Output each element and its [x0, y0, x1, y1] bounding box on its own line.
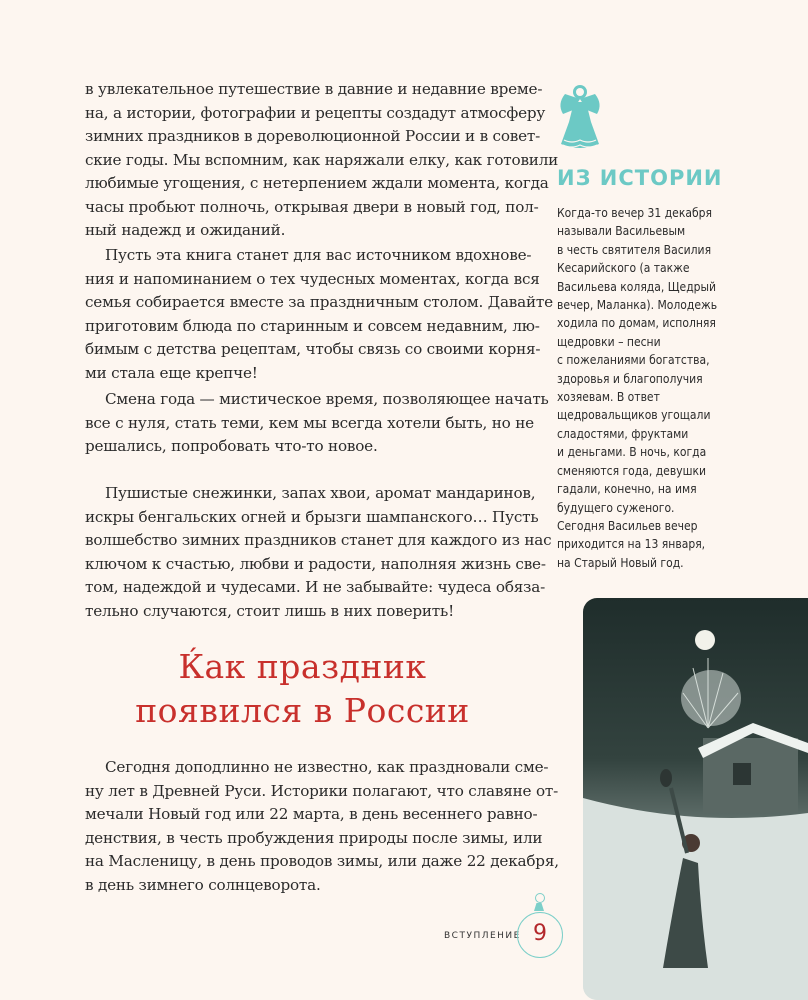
sidebar-line: Сегодня Васильев вечер: [557, 518, 698, 533]
text-line: ну лет в Древней Руси. Историки полагают, что славяне от-: [85, 781, 559, 800]
ornament-cap: [534, 903, 544, 911]
sidebar-line: щедровальщиков угощали: [557, 408, 711, 423]
sidebar-line: называли Васильевым: [557, 224, 686, 239]
sidebar-line: здоровья и благополучия: [557, 371, 703, 386]
sidebar-line: будущего суженого.: [557, 500, 675, 515]
text-line: семья собирается вместе за праздничным столом. Давайте: [85, 293, 553, 311]
text-line: часы пробьют полночь, открывая двери в новый год, пол-: [85, 197, 539, 216]
text-line: бимым с детства рецептам, чтобы связь со своими корня-: [85, 340, 541, 358]
page-number-ornament: [517, 912, 563, 958]
text-line: ключом к счастью, любви и радости, наполняя жизнь све-: [85, 554, 546, 573]
sidebar-heading: ИЗ ИСТОРИИ: [557, 166, 723, 190]
section-title: [85, 645, 520, 733]
text-line: ми стала еще крепче!: [85, 363, 258, 382]
paragraph-2: [85, 244, 553, 385]
section-label: ВСТУПЛЕНИЕ: [444, 931, 521, 941]
sidebar-line: с пожеланиями богатства,: [557, 353, 710, 368]
text-line: Смена года — мистическое время, позволяющее начать: [105, 390, 549, 408]
text-line: в день зимнего солнцеворота.: [85, 875, 321, 894]
text-line: Пушистые снежинки, запах хвои, аромат мандаринов,: [105, 484, 536, 502]
paragraph-5: [85, 756, 559, 897]
sidebar-line: вечер, Маланка). Молодежь: [557, 298, 718, 313]
text-line: в увлекательное путешествие в давние и недавние време-: [85, 80, 543, 98]
text-line: любимые угощения, с нетерпением ждали момента, когда: [85, 174, 549, 192]
sidebar-line: на Старый Новый год.: [557, 555, 684, 570]
text-line: на Масленицу, в день проводов зимы, или даже 22 декабря,: [85, 852, 559, 870]
text-line: искры бенгальских огней и брызги шампанского… Пусть: [85, 507, 539, 526]
text-line: Пусть эта книга станет для вас источником вдохнове-: [105, 246, 532, 264]
vintage-winter-illustration: [583, 598, 808, 1000]
sidebar-line: ходила по домам, исполняя: [557, 316, 716, 331]
text-line: мечали Новый год или 22 марта, в день весеннего равно-: [85, 805, 538, 823]
text-line: том, надеждой и чудесами. И не забывайте: чудеса обяза-: [85, 578, 546, 596]
section-title-line: Ќак праздник: [178, 647, 427, 686]
sidebar-line: Кесарийского (а также: [557, 261, 690, 276]
paragraph-4: [85, 482, 552, 623]
sidebar-line: щедровки – песни: [557, 334, 661, 349]
sidebar-line: гадали, конечно, на имя: [557, 482, 697, 497]
text-line: тельно случаются, стоит лишь в них поверить!: [85, 601, 454, 620]
paragraph-3: [85, 388, 549, 459]
sidebar-line: сменяются года, девушки: [557, 463, 706, 478]
text-line: денствия, в честь пробуждения природы после зимы, или: [85, 828, 543, 847]
sidebar-line: хозяевам. В ответ: [557, 390, 660, 405]
sidebar-line: Васильева коляда, Щедрый: [557, 279, 717, 294]
moon: [695, 630, 715, 650]
text-line: волшебство зимних праздников станет для каждого из нас: [85, 531, 552, 549]
text-line: все с нуля, стать теми, кем мы всегда хотели быть, но не: [85, 413, 534, 432]
text-line: зимних праздников в дореволюционной России и в совет-: [85, 127, 541, 145]
sidebar-line: в честь святителя Василия: [557, 242, 712, 257]
text-line: ские годы. Мы вспомним, как наряжали елку, как готовили: [85, 150, 559, 169]
text-line: приготовим блюда по старинным и совсем недавним, лю-: [85, 316, 540, 335]
text-line: Сегодня доподлинно не известно, как праздновали сме-: [105, 758, 549, 776]
text-line: решались, попробовать что-то новое.: [85, 437, 378, 455]
section-title-line: появился в России: [135, 691, 470, 730]
text-line: ный надежд и ожиданий.: [85, 221, 286, 239]
text-line: на, а истории, фотографии и рецепты создадут атмосферу: [85, 103, 546, 122]
sidebar-line: и деньгами. В ночь, когда: [557, 445, 707, 460]
text-line: ния и напоминанием о тех чудесных моментах, когда вся: [85, 269, 540, 288]
ornament-loop: [535, 893, 545, 903]
sidebar-line: Когда-то вечер 31 декабря: [557, 206, 712, 220]
page-number: 9: [533, 921, 547, 946]
sidebar-line: сладостями, фруктами: [557, 426, 689, 441]
paragraph-1: [85, 78, 559, 243]
sidebar-line: приходится на 13 января,: [557, 537, 706, 552]
sidebar-text: [557, 204, 777, 572]
angel-icon: [555, 82, 605, 152]
